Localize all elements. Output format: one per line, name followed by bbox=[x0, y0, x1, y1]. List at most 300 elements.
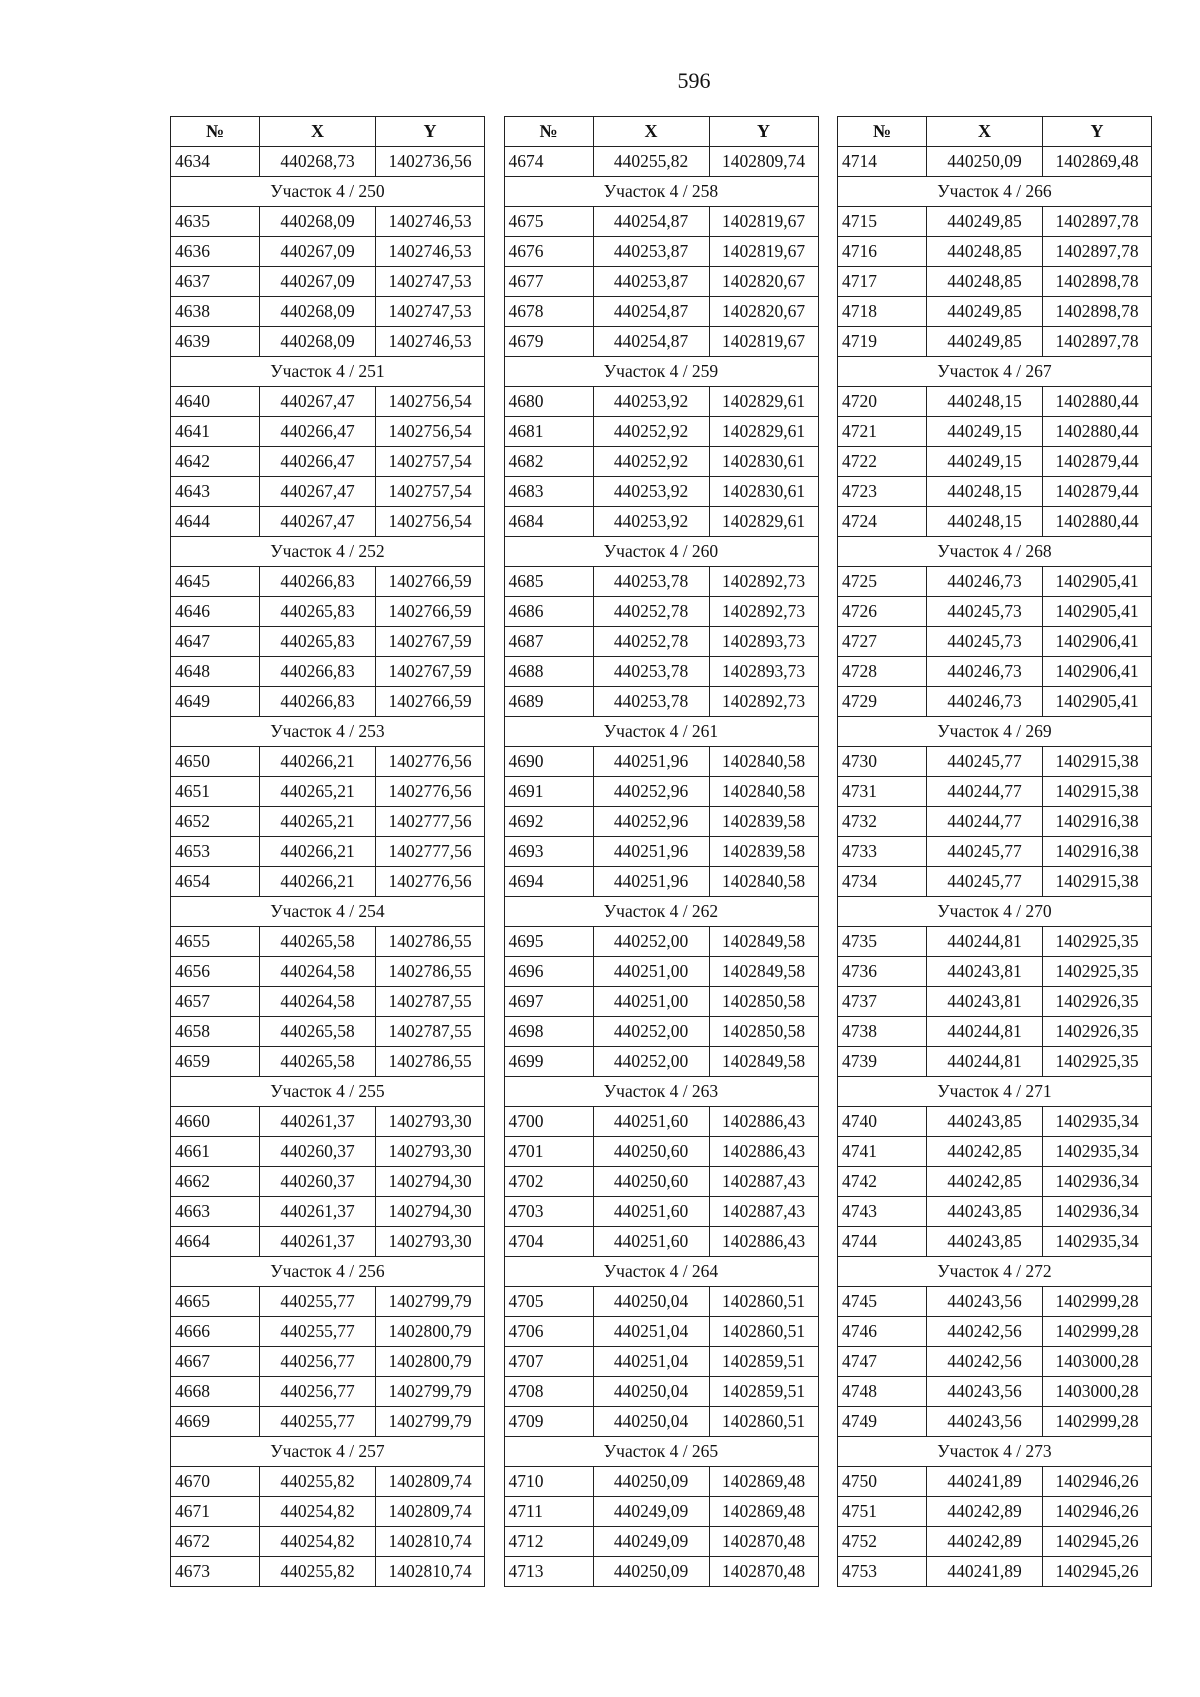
table-row bbox=[171, 1347, 485, 1377]
point-number-cell: 4725 bbox=[838, 567, 927, 597]
y-coordinate-cell: 1402776,56 bbox=[376, 747, 485, 777]
table-row bbox=[838, 867, 1152, 897]
point-number-cell: 4704 bbox=[504, 1227, 593, 1257]
point-number-cell: 4737 bbox=[838, 987, 927, 1017]
point-number-cell: 4703 bbox=[504, 1197, 593, 1227]
y-coordinate-cell: 1402736,56 bbox=[376, 147, 485, 177]
section-row bbox=[171, 1257, 485, 1287]
x-coordinate-cell: 440267,47 bbox=[260, 387, 376, 417]
x-coordinate-cell: 440249,85 bbox=[927, 207, 1043, 237]
table-row bbox=[838, 807, 1152, 837]
y-coordinate-cell: 1402799,79 bbox=[376, 1377, 485, 1407]
x-coordinate-cell: 440266,21 bbox=[260, 867, 376, 897]
point-number-cell: 4642 bbox=[171, 447, 260, 477]
table-row bbox=[504, 1557, 818, 1587]
x-coordinate-cell: 440251,60 bbox=[593, 1197, 709, 1227]
x-coordinate-cell: 440246,73 bbox=[927, 687, 1043, 717]
x-coordinate-cell: 440244,81 bbox=[927, 927, 1043, 957]
table-row bbox=[838, 1527, 1152, 1557]
section-row bbox=[504, 1437, 818, 1467]
x-coordinate-cell: 440241,89 bbox=[927, 1467, 1043, 1497]
x-coordinate-cell: 440242,89 bbox=[927, 1527, 1043, 1557]
section-row bbox=[504, 177, 818, 207]
y-coordinate-cell: 1402746,53 bbox=[376, 237, 485, 267]
point-number-cell: 4668 bbox=[171, 1377, 260, 1407]
column-header-x: X bbox=[927, 117, 1043, 147]
point-number-cell: 4686 bbox=[504, 597, 593, 627]
x-coordinate-cell: 440252,00 bbox=[593, 1047, 709, 1077]
table-row bbox=[838, 1197, 1152, 1227]
x-coordinate-cell: 440254,87 bbox=[593, 297, 709, 327]
y-coordinate-cell: 1402787,55 bbox=[376, 987, 485, 1017]
coordinate-table-3 bbox=[837, 116, 1152, 1587]
point-number-cell: 4691 bbox=[504, 777, 593, 807]
section-label: Участок 4 / 266 bbox=[838, 177, 1152, 207]
x-coordinate-cell: 440243,81 bbox=[927, 957, 1043, 987]
section-row bbox=[171, 1077, 485, 1107]
point-number-cell: 4708 bbox=[504, 1377, 593, 1407]
point-number-cell: 4702 bbox=[504, 1167, 593, 1197]
point-number-cell: 4651 bbox=[171, 777, 260, 807]
x-coordinate-cell: 440243,85 bbox=[927, 1197, 1043, 1227]
x-coordinate-cell: 440242,85 bbox=[927, 1137, 1043, 1167]
y-coordinate-cell: 1402898,78 bbox=[1043, 297, 1152, 327]
section-label: Участок 4 / 252 bbox=[171, 537, 485, 567]
section-label: Участок 4 / 268 bbox=[838, 537, 1152, 567]
section-label: Участок 4 / 273 bbox=[838, 1437, 1152, 1467]
point-number-cell: 4718 bbox=[838, 297, 927, 327]
y-coordinate-cell: 1402776,56 bbox=[376, 867, 485, 897]
point-number-cell: 4641 bbox=[171, 417, 260, 447]
x-coordinate-cell: 440248,85 bbox=[927, 267, 1043, 297]
table-row bbox=[504, 297, 818, 327]
y-coordinate-cell: 1402946,26 bbox=[1043, 1497, 1152, 1527]
table-row bbox=[838, 1317, 1152, 1347]
section-row bbox=[504, 1257, 818, 1287]
x-coordinate-cell: 440266,83 bbox=[260, 657, 376, 687]
point-number-cell: 4667 bbox=[171, 1347, 260, 1377]
section-row bbox=[504, 357, 818, 387]
section-label: Участок 4 / 264 bbox=[504, 1257, 818, 1287]
table-row bbox=[838, 657, 1152, 687]
column-header-y: Y bbox=[1043, 117, 1152, 147]
x-coordinate-cell: 440251,96 bbox=[593, 747, 709, 777]
table-row bbox=[504, 747, 818, 777]
table-row bbox=[504, 1227, 818, 1257]
y-coordinate-cell: 1402810,74 bbox=[376, 1557, 485, 1587]
table-row bbox=[171, 207, 485, 237]
point-number-cell: 4671 bbox=[171, 1497, 260, 1527]
point-number-cell: 4740 bbox=[838, 1107, 927, 1137]
point-number-cell: 4719 bbox=[838, 327, 927, 357]
y-coordinate-cell: 1402999,28 bbox=[1043, 1317, 1152, 1347]
point-number-cell: 4685 bbox=[504, 567, 593, 597]
column-header-number: № bbox=[171, 117, 260, 147]
y-coordinate-cell: 1402787,55 bbox=[376, 1017, 485, 1047]
y-coordinate-cell: 1402926,35 bbox=[1043, 1017, 1152, 1047]
section-label: Участок 4 / 256 bbox=[171, 1257, 485, 1287]
table-row bbox=[504, 1137, 818, 1167]
table-row bbox=[504, 567, 818, 597]
x-coordinate-cell: 440242,89 bbox=[927, 1497, 1043, 1527]
table-row bbox=[838, 1137, 1152, 1167]
x-coordinate-cell: 440248,15 bbox=[927, 387, 1043, 417]
x-coordinate-cell: 440255,82 bbox=[593, 147, 709, 177]
x-coordinate-cell: 440242,56 bbox=[927, 1317, 1043, 1347]
point-number-cell: 4648 bbox=[171, 657, 260, 687]
y-coordinate-cell: 1402893,73 bbox=[709, 627, 818, 657]
point-number-cell: 4706 bbox=[504, 1317, 593, 1347]
x-coordinate-cell: 440253,92 bbox=[593, 387, 709, 417]
y-coordinate-cell: 1402859,51 bbox=[709, 1347, 818, 1377]
y-coordinate-cell: 1402777,56 bbox=[376, 807, 485, 837]
table-row bbox=[504, 987, 818, 1017]
y-coordinate-cell: 1402999,28 bbox=[1043, 1407, 1152, 1437]
x-coordinate-cell: 440243,56 bbox=[927, 1377, 1043, 1407]
table-row bbox=[504, 477, 818, 507]
table-row bbox=[838, 417, 1152, 447]
y-coordinate-cell: 1402756,54 bbox=[376, 387, 485, 417]
table-row bbox=[171, 1467, 485, 1497]
y-coordinate-cell: 1402860,51 bbox=[709, 1287, 818, 1317]
y-coordinate-cell: 1402829,61 bbox=[709, 417, 818, 447]
table-row bbox=[838, 1167, 1152, 1197]
section-row bbox=[838, 177, 1152, 207]
y-coordinate-cell: 1402870,48 bbox=[709, 1527, 818, 1557]
section-row bbox=[171, 537, 485, 567]
table-row bbox=[838, 1497, 1152, 1527]
table-row bbox=[504, 597, 818, 627]
point-number-cell: 4717 bbox=[838, 267, 927, 297]
table-row bbox=[838, 777, 1152, 807]
table-row bbox=[171, 297, 485, 327]
point-number-cell: 4665 bbox=[171, 1287, 260, 1317]
point-number-cell: 4701 bbox=[504, 1137, 593, 1167]
table-row bbox=[171, 1197, 485, 1227]
x-coordinate-cell: 440255,77 bbox=[260, 1287, 376, 1317]
table-row bbox=[838, 957, 1152, 987]
point-number-cell: 4745 bbox=[838, 1287, 927, 1317]
table-row bbox=[504, 237, 818, 267]
y-coordinate-cell: 1402936,34 bbox=[1043, 1167, 1152, 1197]
x-coordinate-cell: 440268,09 bbox=[260, 207, 376, 237]
point-number-cell: 4636 bbox=[171, 237, 260, 267]
y-coordinate-cell: 1402810,74 bbox=[376, 1527, 485, 1557]
table-row bbox=[504, 1107, 818, 1137]
point-number-cell: 4752 bbox=[838, 1527, 927, 1557]
x-coordinate-cell: 440243,56 bbox=[927, 1287, 1043, 1317]
point-number-cell: 4693 bbox=[504, 837, 593, 867]
point-number-cell: 4695 bbox=[504, 927, 593, 957]
point-number-cell: 4688 bbox=[504, 657, 593, 687]
x-coordinate-cell: 440244,81 bbox=[927, 1017, 1043, 1047]
point-number-cell: 4649 bbox=[171, 687, 260, 717]
x-coordinate-cell: 440246,73 bbox=[927, 567, 1043, 597]
x-coordinate-cell: 440243,85 bbox=[927, 1227, 1043, 1257]
page-number: 596 bbox=[677, 68, 711, 93]
x-coordinate-cell: 440245,77 bbox=[927, 867, 1043, 897]
section-row bbox=[171, 717, 485, 747]
x-coordinate-cell: 440252,00 bbox=[593, 1017, 709, 1047]
x-coordinate-cell: 440256,77 bbox=[260, 1347, 376, 1377]
y-coordinate-cell: 1402756,54 bbox=[376, 507, 485, 537]
x-coordinate-cell: 440251,96 bbox=[593, 837, 709, 867]
table-row bbox=[838, 1047, 1152, 1077]
x-coordinate-cell: 440265,83 bbox=[260, 627, 376, 657]
point-number-cell: 4672 bbox=[171, 1527, 260, 1557]
y-coordinate-cell: 1402925,35 bbox=[1043, 927, 1152, 957]
y-coordinate-cell: 1402776,56 bbox=[376, 777, 485, 807]
table-row bbox=[838, 567, 1152, 597]
table-row bbox=[171, 1407, 485, 1437]
table-row bbox=[504, 927, 818, 957]
x-coordinate-cell: 440264,58 bbox=[260, 987, 376, 1017]
table-row bbox=[504, 1017, 818, 1047]
x-coordinate-cell: 440252,92 bbox=[593, 447, 709, 477]
y-coordinate-cell: 1402793,30 bbox=[376, 1107, 485, 1137]
point-number-cell: 4699 bbox=[504, 1047, 593, 1077]
y-coordinate-cell: 1402746,53 bbox=[376, 327, 485, 357]
table-row bbox=[504, 1347, 818, 1377]
y-coordinate-cell: 1402860,51 bbox=[709, 1317, 818, 1347]
y-coordinate-cell: 1402859,51 bbox=[709, 1377, 818, 1407]
point-number-cell: 4675 bbox=[504, 207, 593, 237]
point-number-cell: 4746 bbox=[838, 1317, 927, 1347]
x-coordinate-cell: 440250,09 bbox=[593, 1557, 709, 1587]
y-coordinate-cell: 1402819,67 bbox=[709, 327, 818, 357]
table-row bbox=[171, 1017, 485, 1047]
x-coordinate-cell: 440249,15 bbox=[927, 417, 1043, 447]
x-coordinate-cell: 440260,37 bbox=[260, 1137, 376, 1167]
y-coordinate-cell: 1402849,58 bbox=[709, 927, 818, 957]
point-number-cell: 4743 bbox=[838, 1197, 927, 1227]
y-coordinate-cell: 1402945,26 bbox=[1043, 1527, 1152, 1557]
header-row bbox=[171, 117, 485, 147]
table-row bbox=[171, 507, 485, 537]
section-row bbox=[171, 897, 485, 927]
y-coordinate-cell: 1402766,59 bbox=[376, 597, 485, 627]
x-coordinate-cell: 440264,58 bbox=[260, 957, 376, 987]
table-row bbox=[171, 417, 485, 447]
x-coordinate-cell: 440265,21 bbox=[260, 777, 376, 807]
point-number-cell: 4660 bbox=[171, 1107, 260, 1137]
section-row bbox=[838, 537, 1152, 567]
section-row bbox=[504, 537, 818, 567]
y-coordinate-cell: 1402892,73 bbox=[709, 687, 818, 717]
table-row bbox=[838, 927, 1152, 957]
table-row bbox=[838, 837, 1152, 867]
y-coordinate-cell: 1402839,58 bbox=[709, 837, 818, 867]
point-number-cell: 4683 bbox=[504, 477, 593, 507]
point-number-cell: 4716 bbox=[838, 237, 927, 267]
y-coordinate-cell: 1402777,56 bbox=[376, 837, 485, 867]
section-label: Участок 4 / 261 bbox=[504, 717, 818, 747]
y-coordinate-cell: 1402880,44 bbox=[1043, 417, 1152, 447]
section-row bbox=[838, 1257, 1152, 1287]
y-coordinate-cell: 1402757,54 bbox=[376, 477, 485, 507]
point-number-cell: 4753 bbox=[838, 1557, 927, 1587]
y-coordinate-cell: 1402887,43 bbox=[709, 1167, 818, 1197]
table-row bbox=[171, 627, 485, 657]
point-number-cell: 4742 bbox=[838, 1167, 927, 1197]
x-coordinate-cell: 440248,15 bbox=[927, 507, 1043, 537]
table-row bbox=[171, 837, 485, 867]
y-coordinate-cell: 1402915,38 bbox=[1043, 867, 1152, 897]
table-row bbox=[504, 327, 818, 357]
table-row bbox=[838, 207, 1152, 237]
point-number-cell: 4733 bbox=[838, 837, 927, 867]
table-row bbox=[838, 1557, 1152, 1587]
x-coordinate-cell: 440255,82 bbox=[260, 1557, 376, 1587]
x-coordinate-cell: 440267,09 bbox=[260, 267, 376, 297]
table-row bbox=[838, 147, 1152, 177]
section-row bbox=[838, 357, 1152, 387]
x-coordinate-cell: 440252,96 bbox=[593, 807, 709, 837]
x-coordinate-cell: 440250,04 bbox=[593, 1287, 709, 1317]
x-coordinate-cell: 440243,81 bbox=[927, 987, 1043, 1017]
y-coordinate-cell: 1402830,61 bbox=[709, 477, 818, 507]
table-row bbox=[838, 687, 1152, 717]
y-coordinate-cell: 1402946,26 bbox=[1043, 1467, 1152, 1497]
x-coordinate-cell: 440254,87 bbox=[593, 207, 709, 237]
x-coordinate-cell: 440252,00 bbox=[593, 927, 709, 957]
point-number-cell: 4638 bbox=[171, 297, 260, 327]
x-coordinate-cell: 440250,60 bbox=[593, 1137, 709, 1167]
x-coordinate-cell: 440245,73 bbox=[927, 597, 1043, 627]
y-coordinate-cell: 1402916,38 bbox=[1043, 837, 1152, 867]
point-number-cell: 4655 bbox=[171, 927, 260, 957]
point-number-cell: 4731 bbox=[838, 777, 927, 807]
section-label: Участок 4 / 250 bbox=[171, 177, 485, 207]
x-coordinate-cell: 440249,09 bbox=[593, 1497, 709, 1527]
section-row bbox=[504, 897, 818, 927]
y-coordinate-cell: 1402925,35 bbox=[1043, 957, 1152, 987]
x-coordinate-cell: 440253,78 bbox=[593, 657, 709, 687]
point-number-cell: 4711 bbox=[504, 1497, 593, 1527]
y-coordinate-cell: 1402850,58 bbox=[709, 1017, 818, 1047]
table-row bbox=[504, 627, 818, 657]
point-number-cell: 4714 bbox=[838, 147, 927, 177]
point-number-cell: 4692 bbox=[504, 807, 593, 837]
y-coordinate-cell: 1402897,78 bbox=[1043, 327, 1152, 357]
point-number-cell: 4729 bbox=[838, 687, 927, 717]
y-coordinate-cell: 1402935,34 bbox=[1043, 1137, 1152, 1167]
x-coordinate-cell: 440266,47 bbox=[260, 447, 376, 477]
section-row bbox=[171, 357, 485, 387]
section-label: Участок 4 / 262 bbox=[504, 897, 818, 927]
y-coordinate-cell: 1402915,38 bbox=[1043, 777, 1152, 807]
table-row bbox=[171, 1227, 485, 1257]
x-coordinate-cell: 440252,78 bbox=[593, 597, 709, 627]
point-number-cell: 4700 bbox=[504, 1107, 593, 1137]
coordinate-table-2 bbox=[504, 116, 819, 1587]
section-label: Участок 4 / 265 bbox=[504, 1437, 818, 1467]
point-number-cell: 4662 bbox=[171, 1167, 260, 1197]
section-row bbox=[838, 1437, 1152, 1467]
y-coordinate-cell: 1402794,30 bbox=[376, 1167, 485, 1197]
x-coordinate-cell: 440251,60 bbox=[593, 1107, 709, 1137]
x-coordinate-cell: 440267,47 bbox=[260, 507, 376, 537]
y-coordinate-cell: 1402915,38 bbox=[1043, 747, 1152, 777]
point-number-cell: 4679 bbox=[504, 327, 593, 357]
x-coordinate-cell: 440250,09 bbox=[593, 1467, 709, 1497]
point-number-cell: 4654 bbox=[171, 867, 260, 897]
column-header-x: X bbox=[593, 117, 709, 147]
y-coordinate-cell: 1402800,79 bbox=[376, 1347, 485, 1377]
point-number-cell: 4709 bbox=[504, 1407, 593, 1437]
point-number-cell: 4734 bbox=[838, 867, 927, 897]
table-row bbox=[504, 867, 818, 897]
point-number-cell: 4684 bbox=[504, 507, 593, 537]
table-row bbox=[838, 627, 1152, 657]
y-coordinate-cell: 1402840,58 bbox=[709, 747, 818, 777]
point-number-cell: 4697 bbox=[504, 987, 593, 1017]
section-row bbox=[504, 717, 818, 747]
section-label: Участок 4 / 272 bbox=[838, 1257, 1152, 1287]
point-number-cell: 4673 bbox=[171, 1557, 260, 1587]
point-number-cell: 4728 bbox=[838, 657, 927, 687]
table-row bbox=[504, 387, 818, 417]
table-row bbox=[838, 1287, 1152, 1317]
table-row bbox=[838, 327, 1152, 357]
x-coordinate-cell: 440253,92 bbox=[593, 477, 709, 507]
table-row bbox=[838, 447, 1152, 477]
table-row bbox=[504, 657, 818, 687]
table-row bbox=[504, 777, 818, 807]
table-row bbox=[171, 927, 485, 957]
y-coordinate-cell: 1402879,44 bbox=[1043, 477, 1152, 507]
y-coordinate-cell: 1402820,67 bbox=[709, 267, 818, 297]
y-coordinate-cell: 1402800,79 bbox=[376, 1317, 485, 1347]
point-number-cell: 4658 bbox=[171, 1017, 260, 1047]
section-label: Участок 4 / 253 bbox=[171, 717, 485, 747]
x-coordinate-cell: 440250,04 bbox=[593, 1377, 709, 1407]
table-row bbox=[504, 1317, 818, 1347]
x-coordinate-cell: 440243,56 bbox=[927, 1407, 1043, 1437]
section-label: Участок 4 / 251 bbox=[171, 357, 485, 387]
table-row bbox=[504, 447, 818, 477]
x-coordinate-cell: 440255,82 bbox=[260, 1467, 376, 1497]
section-row bbox=[171, 177, 485, 207]
x-coordinate-cell: 440265,58 bbox=[260, 1047, 376, 1077]
point-number-cell: 4646 bbox=[171, 597, 260, 627]
point-number-cell: 4707 bbox=[504, 1347, 593, 1377]
x-coordinate-cell: 440266,83 bbox=[260, 567, 376, 597]
x-coordinate-cell: 440253,92 bbox=[593, 507, 709, 537]
point-number-cell: 4741 bbox=[838, 1137, 927, 1167]
x-coordinate-cell: 440250,09 bbox=[927, 147, 1043, 177]
x-coordinate-cell: 440244,81 bbox=[927, 1047, 1043, 1077]
y-coordinate-cell: 1402820,67 bbox=[709, 297, 818, 327]
x-coordinate-cell: 440246,73 bbox=[927, 657, 1043, 687]
table-row bbox=[171, 1527, 485, 1557]
coordinate-table-1 bbox=[170, 116, 485, 1587]
table-row bbox=[838, 1017, 1152, 1047]
point-number-cell: 4722 bbox=[838, 447, 927, 477]
table-row bbox=[838, 987, 1152, 1017]
x-coordinate-cell: 440256,77 bbox=[260, 1377, 376, 1407]
table-row bbox=[838, 747, 1152, 777]
x-coordinate-cell: 440249,15 bbox=[927, 447, 1043, 477]
x-coordinate-cell: 440261,37 bbox=[260, 1107, 376, 1137]
y-coordinate-cell: 1402799,79 bbox=[376, 1407, 485, 1437]
point-number-cell: 4664 bbox=[171, 1227, 260, 1257]
point-number-cell: 4744 bbox=[838, 1227, 927, 1257]
y-coordinate-cell: 1402786,55 bbox=[376, 927, 485, 957]
y-coordinate-cell: 1402786,55 bbox=[376, 1047, 485, 1077]
point-number-cell: 4710 bbox=[504, 1467, 593, 1497]
point-number-cell: 4696 bbox=[504, 957, 593, 987]
